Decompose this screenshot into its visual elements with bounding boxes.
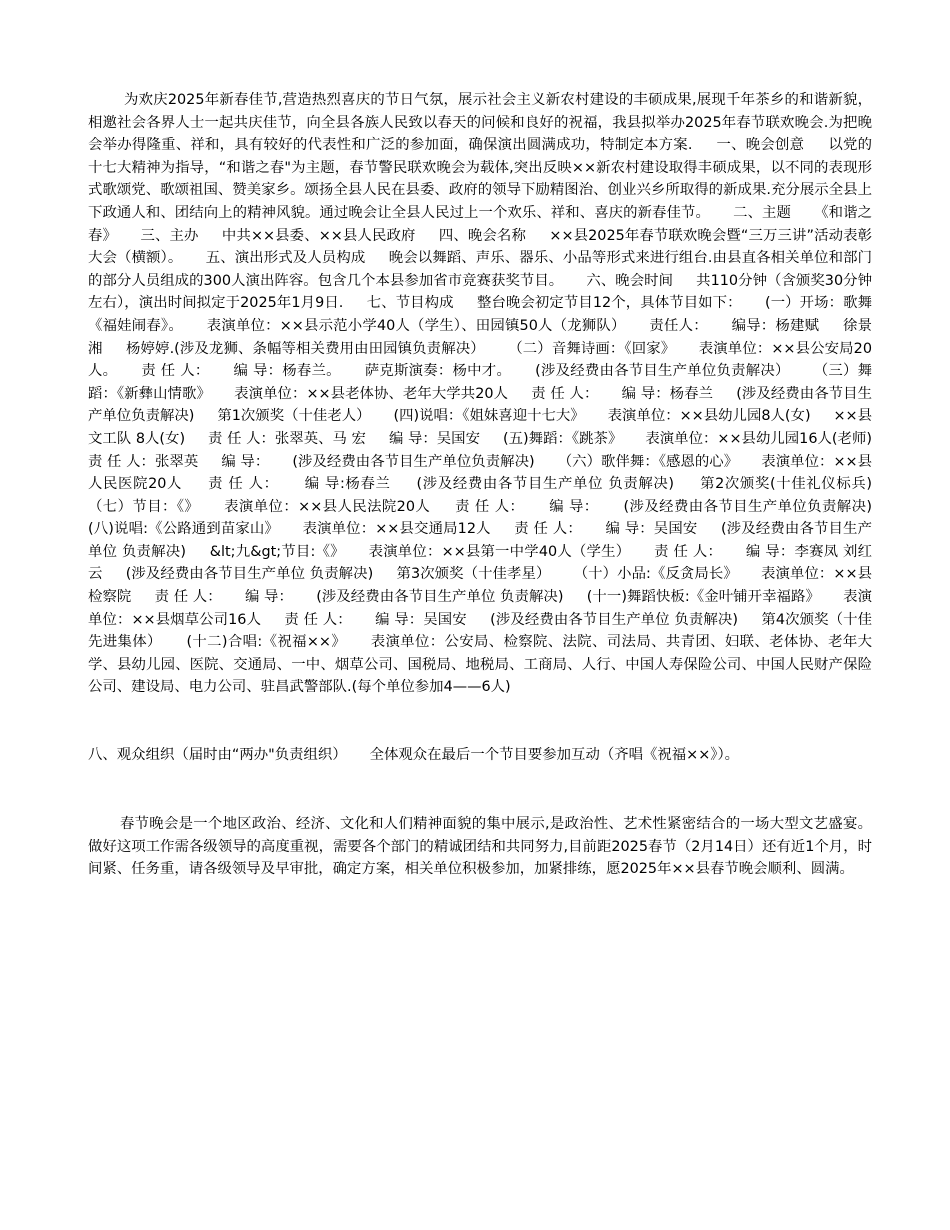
program-plan-body: 为欢庆2025年新春佳节,营造热烈喜庆的节日气氛，展示社会主义新农村建设的丰硕成果,展现千年茶乡的和谐新貌，相邀社会各界人士一起共庆佳节，向全县各族人民致以春天的问候和良好的祝福，我县拟举办2025年春节联欢晚会.为把晚会举办得隆重、祥和，具有较好的代表性和广泛的参加面，确保演出圆满成功，特制定本方案. 一、晚会创意 以党的十七大精神为指导，“和谐之春"为主题，春节警民联欢晚会为载体,突出反映××新农村建设取得丰硕成果，以不同的表现形式歌颂党、歌颂祖国、赞美家乡。颂扬全县人民在县委、政府的领导下励精图治、创业兴乡所取得的新成果.充分展示全县上下政通人和、团结向上的精神风貌。通过晚会让全县人民过上一个欢乐、祥和、喜庆的新春佳节。 二、主题 《和谐之春》 三、主办 中共××县委、××县人民政府 四、晚会名称 ××县2025年春节联欢晚会暨“三万三讲”活动表彰大会（横额）。 五、演出形式及人员构成 晚会以舞蹈、声乐、器乐、小品等形式来进行组台.由县直各相关单位和部门的部分人员组成的300人演出阵容。包含几个本县参加省市竞赛获奖节目。 六、晚会时间 共110分钟（含颁奖30分钟左右），演出时间拟定于2025年1月9日. 七、节目构成 整台晚会初定节目12个，具体节目如下： (一）开场：歌舞《福娃闹春》。 表演单位：××县示范小学40人（学生）、田园镇50人（龙狮队） 责任人： 编导：杨建赋 徐景湘 杨婷婷.(涉及龙狮、条幅等相关费用由田园镇负责解决） （二）音舞诗画：《回家》 表演单位：××县公安局20人。 责 任 人： 编 导：杨春兰。 萨克斯演奏：杨中才。 (涉及经费由各节目生产单位负责解决） （三）舞蹈：《新彝山情歌》 表演单位：××县老体协、老年大学共20人 责 任 人： 编 导：杨春兰 (涉及经费由各节目生产单位负责解决) 第1次颁奖（十佳老人） (四)说唱：《姐妹喜迎十七大》 表演单位：××县幼儿园8人(女) ××县文工队 8人(女) 责 任 人：张翠英、马 宏 编 导：吴国安 (五)舞蹈：《跳茶》 表演单位：××县幼儿园16人(老师) 责 任 人：张翠英 编 导： (涉及经费由各节目生产单位负责解决) （六）歌伴舞：《感恩的心》 表演单位：××县人民医院20人 责 任 人： 编 导:杨春兰 (涉及经费由各节目生产单位 负责解决) 第2次颁奖(十佳礼仪标兵) （七）节目：《》 表演单位：××县人民法院20人 责 任 人： 编 导： (涉及经费由各节目生产单位负责解决) (八)说唱:《公路通到苗家山》 表演单位：××县交通局12人 责 任 人： 编 导：吴国安 (涉及经费由各节目生产单位 负责解决) &lt;九&gt;节目:《》 表演单位：××县第一中学40人（学生） 责 任 人： 编 导：李赛凤 刘红云 (涉及经费由各节目生产单位 负责解决) 第3次颁奖（十佳孝星） （十）小品:《反贪局长》 表演单位：××县检察院 责 任 人： 编 导： (涉及经费由各节目生产单位 负责解决) (十一)舞蹈快板:《金叶铺开幸福路》 表演单位：××县烟草公司16人 责 任 人： 编 导：吴国安 (涉及经费由各节目生产单位 负责解决) 第4次颁奖（十佳先进集体） (十二)合唱:《祝福××》 表演单位：公安局、检察院、法院、司法局、共青团、妇联、老体协、老年大学、县幼儿园、医院、交通局、一中、烟草公司、国税局、地税局、工商局、人行、中国人寿保险公司、中国人民财产保险公司、建设局、电力公司、驻昌武警部队.(每个单位参加4——6人) 八、观众组织（届时由“两办"负责组织） 全体观众在最后一个节目要参加互动（齐唱《祝福××》）。 xyxy=(88,92,872,764)
closing-paragraph: 春节晚会是一个地区政治、经济、文化和人们精神面貌的集中展示,是政治性、艺术性紧密结合的一场大型文艺盛宴。做好这项工作需各级领导的高度重视，需要各个部门的精诚团结和共同努力,目前距2025春节（2月14日）还有近1个月，时间紧、任务重，请各级领导及早审批，确定方案，相关单位积极参加，加紧排练，愿2025年××县春节晚会顺利、圆满。 xyxy=(88,816,872,878)
